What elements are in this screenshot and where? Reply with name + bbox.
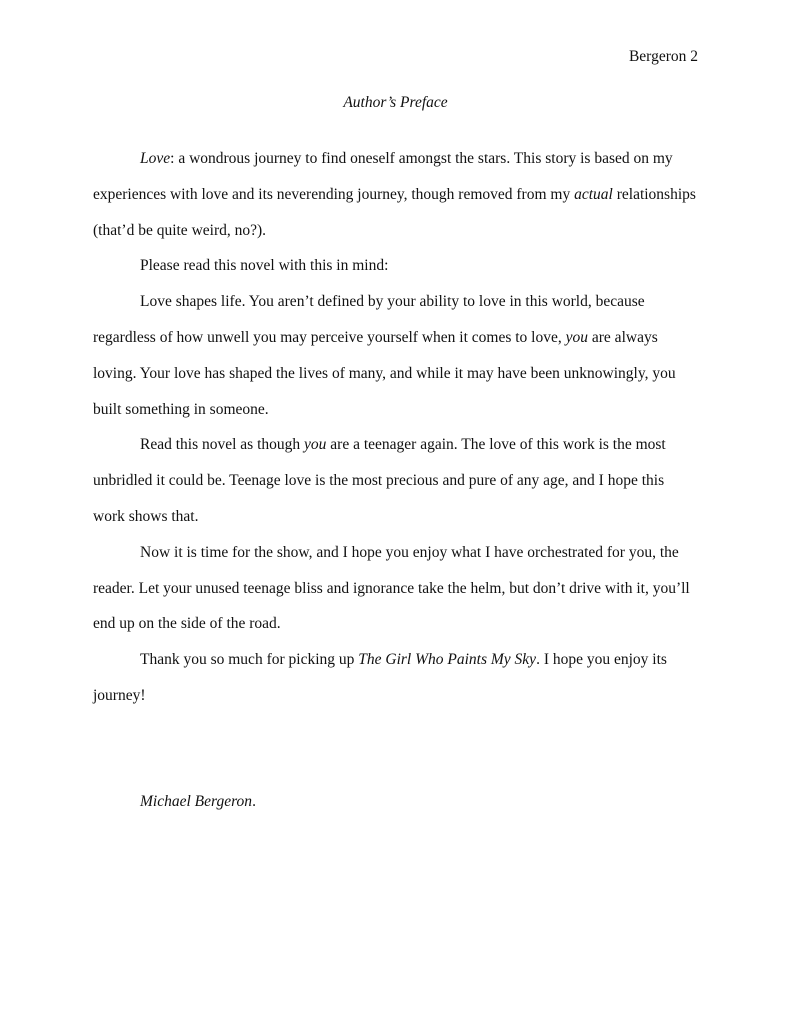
preface-body [93, 141, 699, 714]
paragraph-5 [93, 535, 699, 642]
emphasis-you: you [565, 328, 589, 346]
emphasis-actual: actual [574, 185, 613, 203]
paragraph-text: Read this novel as though [140, 436, 305, 454]
paragraph-text: : a wondrous journey to find oneself amongst the stars. This story is based on my experiences with love and its neverending journey, though removed from my [93, 150, 673, 203]
paragraph-text: . I hope you enjoy its journey! [93, 651, 667, 704]
paragraph-6 [93, 642, 699, 714]
paragraph-text: Now it is time for the show, and I hope you enjoy what I have orchestrated for you, the reader. Let your unused teenage bliss and ignorance take the helm, but don’t drive with it, you’ll end up on the side of the road. [93, 543, 690, 633]
paragraph-text: Love shapes life. You aren’t defined by your ability to love in this world, because regardless of how unwell you may perceive yourself when it comes to love, [93, 293, 645, 346]
book-title: The Girl Who Paints My Sky [358, 651, 537, 669]
paragraph-text: are a teenager again. The love of this work is the most unbridled it could be. Teenage love is the most precious and pure of any age, and I hope this work shows that. [93, 436, 666, 525]
author-signature [140, 792, 256, 812]
emphasis-love: Love [140, 150, 171, 167]
author-name: Michael Bergeron [140, 793, 253, 810]
page-title: Author’s Preface [343, 94, 448, 111]
paragraph-text: Please read this novel with this in mind: [140, 257, 389, 275]
emphasis-you: you [304, 436, 327, 454]
paragraph-2 [93, 248, 699, 284]
paragraph-4 [93, 427, 699, 534]
paragraph-text: relationships (that’d be quite weird, no?). [93, 185, 696, 239]
paragraph-text: Thank you so much for picking up [140, 651, 359, 669]
running-head: Bergeron 2 [628, 48, 698, 65]
signature-punct: . [252, 793, 256, 810]
paragraph-3 [93, 284, 699, 427]
paragraph-text: are always loving. Your love has shaped the lives of many, and while it may have been unknowingly, you built something in someone. [93, 328, 676, 418]
paragraph-1 [93, 141, 699, 248]
